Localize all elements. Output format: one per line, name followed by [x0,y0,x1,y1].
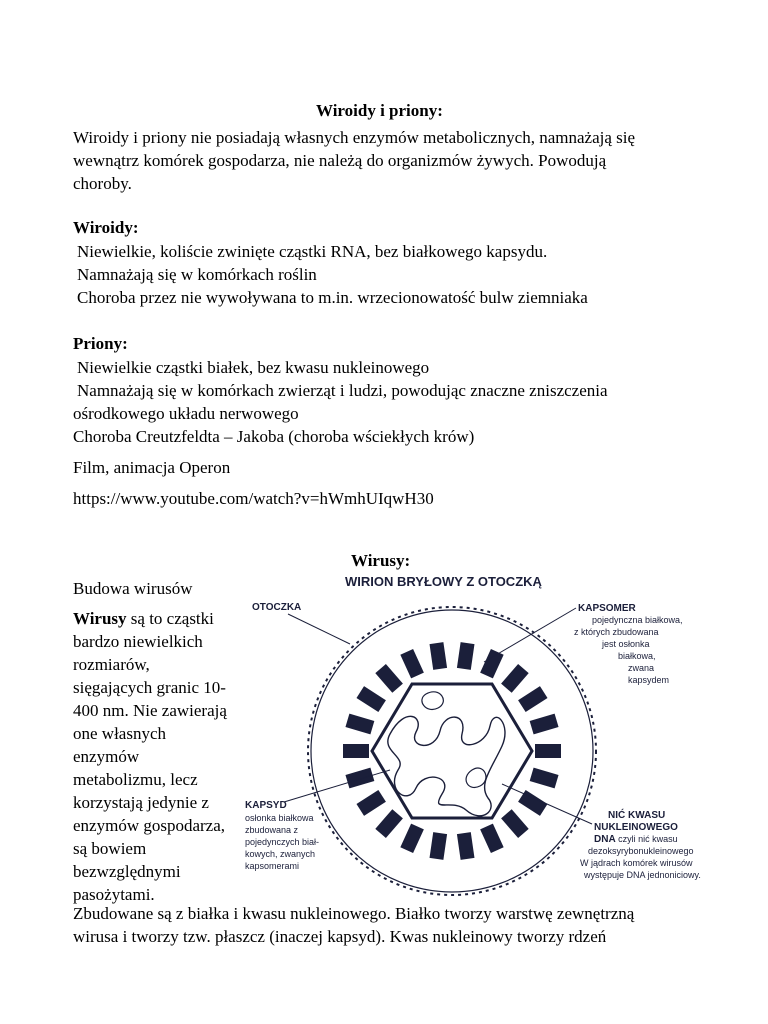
capsomer-block [430,832,448,860]
bottom-line: wirusa i tworzy tzw. płaszcz (inaczej kapsyd). Kwas nukleinowy tworzy rdzeń [73,927,607,946]
capsomer-block [375,809,403,838]
wiroidy-line: Namnażają się w komórkach roślin [77,265,317,284]
svg-text:pojedynczna białkowa,: pojedynczna białkowa, [592,615,683,625]
capsomer-block [480,824,504,853]
wirusy-subtitle: Budowa wirusów [73,579,193,598]
label-kapsyd: KAPSYD [245,800,287,811]
svg-text:zbudowana z: zbudowana z [245,825,299,835]
virion-diagram [240,566,710,901]
wirusy-title: Wirusy: [351,551,411,570]
wirusy-line: bezwzględnymi [73,862,181,881]
svg-text:pojedynczych biał-: pojedynczych biał- [245,837,320,847]
intro-paragraph [73,126,635,195]
wirusy-line: enzymów [73,747,140,766]
bottom-paragraph [73,902,634,948]
wirusy-bold: Wirusy [73,609,127,628]
svg-text:białkowa,: białkowa, [618,651,656,661]
wirusy-line: korzystają jedynie z [73,793,209,812]
svg-text:kapsomerami: kapsomerami [245,861,300,871]
diagram-title: WIRION BRYŁOWY Z OTOCZKĄ [345,574,542,589]
svg-text:dezoksyrybonukleinowego: dezoksyrybonukleinowego [588,846,694,856]
priony-line: Niewielkie cząstki białek, bez kwasu nukleinowego [77,358,430,377]
label-otoczka: OTOCZKA [252,602,302,613]
priony-line: Namnażają się w komórkach zwierząt i ludzi, powodując znaczne zniszczenia [77,381,608,400]
wirusy-line: pasożytami. [73,885,155,904]
capsomer-block [457,642,475,670]
label-nukleinowego: NUKLEINOWEGO [594,822,678,833]
svg-text:DNA czyli nić kwasu: DNA czyli nić kwasu [594,834,678,845]
capsomer-block [345,768,374,789]
capsomer-block [356,686,385,712]
capsid-hexagon [372,684,532,818]
wirusy-line: są to cząstki [126,609,214,628]
capsomer-block [345,714,374,735]
wirusy-line: bardzo niewielkich [73,632,203,651]
capsomer-block [530,714,559,735]
wirusy-line: one własnych [73,724,167,743]
wirusy-line: sięgających granic 10- [73,678,226,697]
svg-text:kapsydem: kapsydem [628,675,670,685]
wirusy-paragraph [73,607,248,906]
capsomer-block [501,664,529,693]
capsomer-block [480,649,504,678]
priony-heading: Priony: [73,334,128,353]
film-link[interactable]: https://www.youtube.com/watch?v=hWmhUIqwH30 [73,489,434,508]
svg-text:występuje DNA jednoniciowy.: występuje DNA jednoniciowy. [584,870,701,880]
svg-text:kowych, zwanych: kowych, zwanych [245,849,316,859]
wiroidy-list [77,240,588,309]
wirusy-line: enzymów gospodarza, [73,816,226,835]
kapsomer-description [574,615,683,685]
kapsomer-pointer [484,608,576,662]
capsomer-block [518,686,547,712]
capsomer-block [356,790,385,816]
capsomer-block [400,649,424,678]
wiroidy-line: Niewielkie, koliście zwinięte cząstki RNA, bez białkowego kapsydu. [77,242,548,261]
intro-line: choroby. [73,174,132,193]
capsomer-block [518,790,547,816]
priony-line: Choroba Creutzfeldta – Jakoba (choroba wściekłych krów) [73,427,475,446]
svg-text:z których zbudowana: z których zbudowana [574,627,659,637]
capsomer-block [400,824,424,853]
svg-text:jest osłonka: jest osłonka [602,639,650,649]
svg-text:W jądrach komórek wirusów: W jądrach komórek wirusów [580,858,693,868]
wiroidy-line: Choroba przez nie wywoływana to m.in. wrzecionowatość bulw ziemniaka [77,288,588,307]
priony-line: ośrodkowego układu nerwowego [73,404,299,423]
dna-description [580,834,701,880]
wirusy-line: 400 nm. Nie zawierają [73,701,227,720]
wirusy-line: są bowiem [73,839,147,858]
capsomer-block [501,809,529,838]
label-nic-kwasu: NIĆ KWASU [608,810,666,821]
wirusy-line: metabolizmu, lecz [73,770,198,789]
film-label: Film, animacja Operon [73,458,231,477]
otoczka-pointer [288,614,350,644]
capsomer-block [457,832,475,860]
label-kapsomer: KAPSOMER [578,603,636,614]
capsomer-block [343,744,369,758]
svg-text:osłonka białkowa: osłonka białkowa [245,813,314,823]
bottom-line: Zbudowane są z białka i kwasu nukleinowego. Białko tworzy warstwę zewnętrzną [73,904,635,923]
wiroidy-heading: Wiroidy: [73,218,139,237]
capsomer-block [530,768,559,789]
svg-text:zwana: zwana [628,663,655,673]
wirusy-line: rozmiarów, [73,655,150,674]
intro-line: Wiroidy i priony nie posiadają własnych enzymów metabolicznych, namnażają się [73,128,636,147]
capsomer-block [375,664,403,693]
kapsyd-description [245,813,319,871]
capsomer-block [535,744,561,758]
capsomer-block [430,642,448,670]
intro-line: wewnątrz komórek gospodarza, nie należą do organizmów żywych. Powodują [73,151,607,170]
page-title: Wiroidy i priony: [316,101,443,120]
